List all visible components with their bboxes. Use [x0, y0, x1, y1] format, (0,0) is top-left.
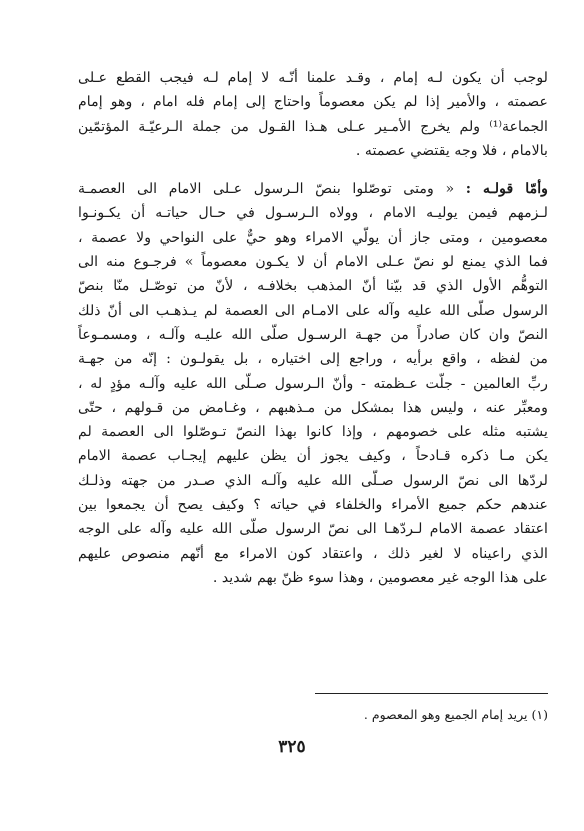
text-line: التوهُّم الأول الذي قد بيّنا أنّ المذهب بخلافـه ، لأنّ من توصّـل منّا بنصّ — [78, 278, 548, 295]
text-line: يكن مـا ذكره قـادحاً ، وكيف يجوز أن يظن عليهم إيجـاب عصمة الامام — [78, 448, 548, 465]
text-line: معصومين ، ومتى جاز أن يولّي الامراء وهو حيٌّ على النواحي ولا عصمة ، — [78, 229, 548, 246]
text-line: لردّها الى نصّ الرسول صـلّى الله عليه وآلـه الذي صـدر من جهته وذلـك — [78, 472, 548, 489]
main-text — [78, 66, 548, 590]
footnote: (١) يريد إمام الجميع وهو المعصوم . — [363, 707, 548, 722]
text-line: عندهم حكم جميع الأمراء والخلفاء في حياته ؟ وكيف يصح أن يجمعوا بين — [78, 497, 548, 514]
text-line: الذي راعيناه لا لغير ذلك ، واعتقاد كون الامراء مع أنّهم منصوص عليهم — [78, 545, 548, 562]
text-line: فما الذي يمنع لو نصّ عـلى الامام أن لا يكـون معصوماً » فرجـوع منه الى — [78, 254, 548, 271]
paragraph-lead: وأمّا قولـه : — [465, 181, 548, 198]
page-number: ٣٢٥ — [278, 737, 306, 757]
text-line: بالامام ، فلا وجه يقتضي عصمته . — [355, 142, 548, 159]
text-line: على هذا الوجه غير معصومين ، وهذا سوء ظنّ بهم شديد . — [212, 569, 548, 586]
text-line: اعتقاد عصمة الامام لـردّهـا الى نصّ الرسول صلّى الله عليه وآله على الوجه — [78, 521, 548, 538]
text-line: ربِّ العالمين - جلّت عـظمته - وأنّ الـرسول صـلّى الله عليه وآلـه مؤدٍ له ، — [78, 375, 548, 392]
text-line: يشتبه مثله على خصومهم ، وإذا كانوا بهذا النصّ تـوصّلوا الى العصمة لم — [78, 424, 548, 441]
text-line: الجماعة⁽¹⁾ ولم يخرج الأمـير عـلى هـذا القـول من جملة الـرعيّـة المؤتمّين — [78, 118, 548, 135]
text-fragment: « ومتى توصّلوا بنصّ الـرسول عـلى الامام الى العصمـة — [78, 181, 466, 198]
text-line: لوجب أن يكون لـه إمام ، وقـد علمنا أنّـه لا إمام لـه فيجب القطع عـلى — [78, 70, 548, 86]
text-line-with-lead — [78, 177, 548, 201]
text-line: لـزمهم فيمن يوليـه الامام ، وولاه الـرسـول في حـال حياتـه أن يكـونـوا — [78, 205, 548, 222]
text-line: النصّ وان كان صادراً من جهـة الرسـول صلّى الله عليـه وآلـه ، ومسمـوعاً — [78, 326, 548, 343]
text-line: ومعبِّر عنه ، وليس هذا بمشكل من مـذهبهم ، وغـامض من قـولهم ، حتّى — [78, 399, 548, 416]
footnote-divider — [315, 693, 548, 694]
text-line: من لفظه ، واقع برأيه ، وراجع إلى اختياره ، بل يقولـون : إنّه من جهـة — [78, 351, 548, 368]
text-line: الرسول صلّى الله عليه وآله على الامـام الى العصمة لم يـذهـب الى أنّ ذلك — [78, 302, 548, 319]
paragraph-gap — [78, 163, 548, 177]
text-line: عصمته ، والأمير إذا لم يكن معصوماً واحتاج إلى إمام فله امام ، وهو إمام — [78, 94, 548, 111]
